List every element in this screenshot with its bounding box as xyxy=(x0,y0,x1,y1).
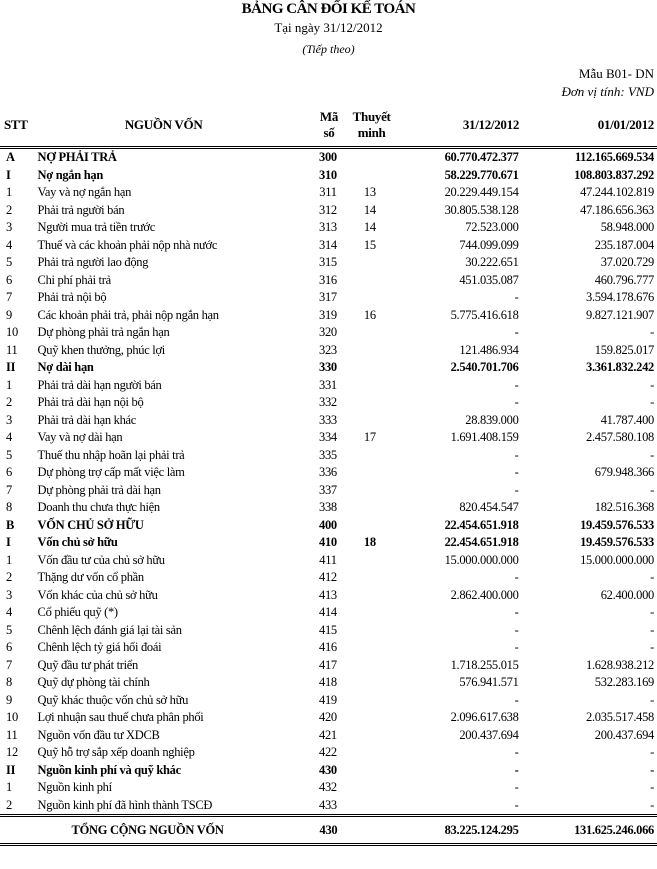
cell-note xyxy=(342,447,398,465)
cell-name: Vốn đầu tư của chủ sở hữu xyxy=(37,552,165,567)
cell-name: Dự phòng phải trả ngắn hạn xyxy=(37,325,170,340)
report-date: Tại ngày 31/12/2012 xyxy=(274,20,383,35)
cell-note: 17 xyxy=(363,430,376,445)
cell-code: 320 xyxy=(319,325,337,340)
cell-current: 2.096.617.638 xyxy=(450,710,519,725)
cell-name: Thuế và các khoản phải nộp nhà nước xyxy=(37,237,218,252)
cell-current: - xyxy=(514,482,519,497)
cell-stt: 6 xyxy=(6,272,12,287)
cell-stt: 8 xyxy=(6,500,12,515)
table-row xyxy=(0,727,657,745)
cell-code: 332 xyxy=(319,395,337,410)
cell-current: 60.770.472.377 xyxy=(444,150,519,165)
cell-current: 2.862.400.000 xyxy=(450,587,519,602)
cell-name: Vốn chủ sở hữu xyxy=(37,535,118,550)
cell-previous: - xyxy=(650,395,654,410)
cell-previous: - xyxy=(650,570,654,585)
header-current: 31/12/2012 xyxy=(398,103,531,148)
cell-previous: 200.437.694 xyxy=(594,727,654,742)
cell-previous: 41.787.400 xyxy=(600,412,654,427)
cell-stt: 1 xyxy=(6,185,12,200)
cell-name: Nợ ngắn hạn xyxy=(37,167,103,182)
cell-stt: I xyxy=(6,167,11,182)
cell-stt: 4 xyxy=(6,605,12,620)
cell-previous: - xyxy=(650,325,654,340)
cell-current: 30.222.651 xyxy=(465,255,519,270)
cell-code: 430 xyxy=(319,762,337,777)
table-row xyxy=(0,779,657,797)
cell-previous: - xyxy=(650,640,654,655)
cell-stt: 2 xyxy=(6,202,12,217)
cell-code: 400 xyxy=(319,517,337,532)
cell-current: 58.229.770.671 xyxy=(444,167,519,182)
cell-previous: - xyxy=(650,762,654,777)
table-row xyxy=(0,639,657,657)
cell-current: - xyxy=(514,745,519,760)
cell-name: Người mua trả tiền trước xyxy=(37,220,155,235)
cell-previous: 3.594.178.676 xyxy=(586,290,654,305)
cell-note xyxy=(342,394,398,412)
cell-note xyxy=(342,499,398,517)
cell-current: - xyxy=(514,290,519,305)
cell-name: Phải trả người bán xyxy=(37,202,125,217)
cell-stt: 2 xyxy=(6,797,12,812)
cell-name: Lợi nhuận sau thuế chưa phân phối xyxy=(37,710,204,725)
cell-name: Quỹ khác thuộc vốn chủ sở hữu xyxy=(37,692,189,707)
table-row xyxy=(0,797,657,816)
cell-previous: - xyxy=(650,797,654,812)
cell-current: - xyxy=(514,325,519,340)
cell-stt: 10 xyxy=(6,325,18,340)
cell-note: 14 xyxy=(363,202,376,217)
cell-previous: 108.803.837.292 xyxy=(574,167,654,182)
cell-current: 451.035.087 xyxy=(459,272,519,287)
cell-code: 420 xyxy=(319,710,337,725)
cell-code: 300 xyxy=(319,150,337,165)
cell-note xyxy=(342,254,398,272)
cell-previous: 37.020.729 xyxy=(600,255,654,270)
cell-name: Vay và nợ ngắn hạn xyxy=(37,185,132,200)
cell-stt: 2 xyxy=(6,395,12,410)
cell-stt: 4 xyxy=(6,430,12,445)
cell-name: Doanh thu chưa thực hiện xyxy=(37,500,160,515)
cell-note xyxy=(342,639,398,657)
cell-previous: - xyxy=(650,482,654,497)
cell-name: Dự phòng trợ cấp mất việc làm xyxy=(37,465,185,480)
cell-stt: 3 xyxy=(6,587,12,602)
cell-code: 315 xyxy=(319,255,337,270)
total-stt xyxy=(0,816,36,845)
cell-previous: 15.000.000.000 xyxy=(580,552,654,567)
cell-code: 337 xyxy=(319,482,337,497)
cell-code: 418 xyxy=(319,675,337,690)
cell-current: - xyxy=(514,762,519,777)
cell-note xyxy=(342,622,398,640)
cell-previous: 182.516.368 xyxy=(594,500,654,515)
cell-previous: 9.827.121.907 xyxy=(586,307,654,322)
cell-code: 410 xyxy=(319,535,337,550)
table-row xyxy=(0,272,657,290)
cell-current: 30.805.538.128 xyxy=(444,202,519,217)
cell-stt: 2 xyxy=(6,570,12,585)
cell-name: Quỹ đầu tư phát triển xyxy=(37,657,138,672)
table-row xyxy=(0,307,657,325)
table-row xyxy=(0,534,657,552)
cell-note: 14 xyxy=(363,220,376,235)
table-row xyxy=(0,517,657,535)
table-row xyxy=(0,587,657,605)
cell-current: - xyxy=(514,605,519,620)
cell-name: Nguồn kinh phí đã hình thành TSCĐ xyxy=(37,797,213,812)
cell-current: - xyxy=(514,640,519,655)
cell-previous: - xyxy=(650,692,654,707)
table-row xyxy=(0,552,657,570)
cell-note xyxy=(342,464,398,482)
cell-code: 334 xyxy=(319,430,337,445)
cell-current: 22.454.651.918 xyxy=(444,517,519,532)
cell-code: 419 xyxy=(319,692,337,707)
table-row xyxy=(0,394,657,412)
cell-current: - xyxy=(514,570,519,585)
cell-code: 311 xyxy=(319,185,337,200)
header-code: Mã số xyxy=(312,103,342,148)
cell-name: Nguồn kinh phí và quỹ khác xyxy=(37,762,181,777)
table-row xyxy=(0,482,657,500)
cell-name: Thuế thu nhập hoãn lại phải trả xyxy=(37,447,185,462)
cell-name: Chênh lệch tỷ giá hối đoái xyxy=(37,640,162,655)
cell-code: 335 xyxy=(319,447,337,462)
cell-current: - xyxy=(514,465,519,480)
cell-name: Thặng dư vốn cổ phần xyxy=(37,570,144,585)
table-row xyxy=(0,744,657,762)
cell-code: 417 xyxy=(319,657,337,672)
cell-stt: 3 xyxy=(6,220,12,235)
cell-name: Phải trả dài hạn người bán xyxy=(37,377,162,392)
cell-stt: 4 xyxy=(6,237,12,252)
cell-previous: 47.244.102.819 xyxy=(580,185,654,200)
cell-stt: 6 xyxy=(6,640,12,655)
cell-code: 316 xyxy=(319,272,337,287)
cell-code: 433 xyxy=(319,797,337,812)
table-row xyxy=(0,604,657,622)
total-note xyxy=(342,816,398,845)
table-row xyxy=(0,219,657,237)
cell-name: Quỹ hỗ trợ sắp xếp doanh nghiệp xyxy=(37,745,195,760)
cell-previous: - xyxy=(650,377,654,392)
cell-stt: II xyxy=(6,762,16,777)
cell-name: NỢ PHẢI TRẢ xyxy=(37,150,117,165)
cell-name: Nguồn vốn đầu tư XDCB xyxy=(37,727,160,742)
cell-code: 319 xyxy=(319,307,337,322)
table-row xyxy=(0,569,657,587)
cell-current: 2.540.701.706 xyxy=(450,360,519,375)
cell-name: Phải trả dài hạn khác xyxy=(37,412,137,427)
cell-note xyxy=(342,709,398,727)
balance-sheet-table xyxy=(0,103,657,846)
cell-previous: 679.948.366 xyxy=(594,465,654,480)
cell-previous: 235.187.004 xyxy=(594,237,654,252)
cell-code: 330 xyxy=(319,360,337,375)
cell-code: 310 xyxy=(319,167,337,182)
table-row xyxy=(0,254,657,272)
header-name: NGUỒN VỐN xyxy=(36,103,312,148)
cell-current: - xyxy=(514,797,519,812)
currency-unit: Đơn vị tính: VND xyxy=(561,84,654,99)
cell-note xyxy=(342,569,398,587)
table-row xyxy=(0,762,657,780)
cell-current: 121.486.934 xyxy=(459,342,519,357)
continued-note: (Tiếp theo) xyxy=(302,42,355,56)
cell-note xyxy=(342,657,398,675)
cell-code: 313 xyxy=(319,220,337,235)
cell-current: - xyxy=(514,447,519,462)
cell-previous: 2.035.517.458 xyxy=(586,710,654,725)
cell-previous: 3.361.832.242 xyxy=(586,360,654,375)
cell-current: - xyxy=(514,377,519,392)
table-row xyxy=(0,674,657,692)
cell-name: Phải trả nội bộ xyxy=(37,290,107,305)
cell-previous: - xyxy=(650,780,654,795)
cell-name: Quỹ dự phòng tài chính xyxy=(37,675,150,690)
table-row xyxy=(0,324,657,342)
cell-note: 13 xyxy=(363,185,376,200)
table-row xyxy=(0,499,657,517)
header-stt: STT xyxy=(0,103,36,148)
cell-previous: 460.796.777 xyxy=(594,272,654,287)
cell-code: 422 xyxy=(319,745,337,760)
cell-code: 413 xyxy=(319,587,337,602)
cell-name: Phải trả người lao động xyxy=(37,255,149,270)
cell-current: - xyxy=(514,622,519,637)
table-row xyxy=(0,429,657,447)
cell-previous: 47.186.656.363 xyxy=(580,202,654,217)
cell-name: Dự phòng phải trả dài hạn xyxy=(37,482,161,497)
cell-current: 1.718.255.015 xyxy=(450,657,519,672)
table-row xyxy=(0,237,657,255)
cell-current: - xyxy=(514,692,519,707)
cell-current: 200.437.694 xyxy=(459,727,519,742)
cell-current: - xyxy=(514,780,519,795)
cell-previous: 159.825.017 xyxy=(594,342,654,357)
table-row xyxy=(0,184,657,202)
cell-code: 414 xyxy=(319,605,337,620)
cell-note: 18 xyxy=(363,535,376,550)
cell-stt: 11 xyxy=(6,342,18,357)
cell-stt: 7 xyxy=(6,290,12,305)
cell-code: 314 xyxy=(319,237,337,252)
cell-previous: 58.948.000 xyxy=(600,220,654,235)
cell-name: Vay và nợ dài hạn xyxy=(37,430,123,445)
cell-name: Vốn khác của chủ sở hữu xyxy=(37,587,158,602)
cell-name: Chi phí phải trả xyxy=(37,272,111,287)
cell-note xyxy=(342,744,398,762)
cell-code: 333 xyxy=(319,412,337,427)
cell-note xyxy=(342,289,398,307)
cell-code: 416 xyxy=(319,640,337,655)
cell-name: VỐN CHỦ SỞ HỮU xyxy=(37,517,144,532)
table-row xyxy=(0,709,657,727)
cell-stt: 5 xyxy=(6,255,12,270)
cell-name: Nợ dài hạn xyxy=(37,360,94,375)
cell-current: 28.839.000 xyxy=(465,412,519,427)
cell-code: 338 xyxy=(319,500,337,515)
table-row xyxy=(0,148,657,167)
cell-name: Nguồn kinh phí xyxy=(37,780,112,795)
cell-code: 432 xyxy=(319,780,337,795)
cell-note xyxy=(342,727,398,745)
table-row xyxy=(0,202,657,220)
cell-note xyxy=(342,412,398,430)
table-row xyxy=(0,289,657,307)
cell-name: Cổ phiếu quỹ (*) xyxy=(37,605,118,620)
cell-code: 415 xyxy=(319,622,337,637)
total-row xyxy=(0,816,657,845)
cell-name: Quỹ khen thưởng, phúc lợi xyxy=(37,342,165,357)
cell-code: 312 xyxy=(319,202,337,217)
cell-previous: - xyxy=(650,745,654,760)
cell-note xyxy=(342,342,398,360)
cell-note xyxy=(342,272,398,290)
cell-note xyxy=(342,482,398,500)
total-current: 83.225.124.295 xyxy=(398,816,531,845)
header-previous: 01/01/2012 xyxy=(531,103,657,148)
cell-stt: 12 xyxy=(6,745,18,760)
cell-note xyxy=(342,359,398,377)
table-row xyxy=(0,692,657,710)
cell-note xyxy=(342,324,398,342)
cell-previous: - xyxy=(650,622,654,637)
cell-current: 1.691.408.159 xyxy=(450,430,519,445)
cell-name: Chênh lệch đánh giá lại tài sản xyxy=(37,622,182,637)
cell-previous: 532.283.169 xyxy=(594,675,654,690)
cell-note xyxy=(342,587,398,605)
cell-stt: I xyxy=(6,535,11,550)
cell-previous: 1.628.938.212 xyxy=(586,657,654,672)
cell-stt: 7 xyxy=(6,482,12,497)
cell-stt: 1 xyxy=(6,780,12,795)
cell-previous: 2.457.580.108 xyxy=(586,430,654,445)
cell-previous: - xyxy=(650,447,654,462)
table-row xyxy=(0,377,657,395)
cell-note xyxy=(342,674,398,692)
cell-note xyxy=(342,167,398,185)
cell-current: 15.000.000.000 xyxy=(444,552,519,567)
header-note: Thuyết minh xyxy=(342,103,398,148)
cell-previous: 19.459.576.533 xyxy=(580,535,654,550)
cell-current: 72.523.000 xyxy=(465,220,519,235)
report-title: BẢNG CÂN ĐỐI KẾ TOÁN xyxy=(241,1,416,17)
cell-current: 5.775.416.618 xyxy=(450,307,519,322)
cell-note: 15 xyxy=(363,237,376,252)
table-row xyxy=(0,359,657,377)
table-row xyxy=(0,622,657,640)
cell-stt: B xyxy=(6,517,15,532)
total-code: 430 xyxy=(312,816,342,845)
cell-note xyxy=(342,762,398,780)
cell-current: 744.099.099 xyxy=(459,237,519,252)
cell-note xyxy=(342,779,398,797)
cell-stt: II xyxy=(6,360,16,375)
table-header-row xyxy=(0,103,657,148)
cell-current: 22.454.651.918 xyxy=(444,535,519,550)
cell-note xyxy=(342,148,398,167)
cell-current: 820.454.547 xyxy=(459,500,519,515)
cell-current: 576.941.571 xyxy=(459,675,519,690)
cell-stt: 9 xyxy=(6,692,12,707)
cell-code: 317 xyxy=(319,290,337,305)
cell-stt: 5 xyxy=(6,447,12,462)
cell-name: Các khoản phải trả, phải nộp ngắn hạn xyxy=(37,307,219,322)
cell-previous: - xyxy=(650,605,654,620)
table-body xyxy=(0,148,657,816)
cell-stt: A xyxy=(6,150,15,165)
table-row xyxy=(0,342,657,360)
table-row xyxy=(0,657,657,675)
cell-code: 421 xyxy=(319,727,337,742)
cell-note xyxy=(342,797,398,816)
cell-previous: 112.165.669.534 xyxy=(574,150,654,165)
table-row xyxy=(0,412,657,430)
table-row xyxy=(0,447,657,465)
cell-stt: 1 xyxy=(6,377,12,392)
cell-stt: 7 xyxy=(6,657,12,672)
cell-stt: 9 xyxy=(6,307,12,322)
table-row xyxy=(0,167,657,185)
cell-note xyxy=(342,517,398,535)
cell-current: - xyxy=(514,395,519,410)
cell-code: 411 xyxy=(319,552,337,567)
cell-note xyxy=(342,377,398,395)
cell-stt: 5 xyxy=(6,622,12,637)
cell-previous: 62.400.000 xyxy=(600,587,654,602)
cell-code: 336 xyxy=(319,465,337,480)
cell-current: 20.229.449.154 xyxy=(444,185,519,200)
cell-stt: 1 xyxy=(6,552,12,567)
total-name: TỔNG CỘNG NGUỒN VỐN xyxy=(36,816,312,845)
total-previous: 131.625.246.066 xyxy=(531,816,657,845)
cell-note: 16 xyxy=(363,307,376,322)
cell-note xyxy=(342,692,398,710)
table-row xyxy=(0,464,657,482)
cell-note xyxy=(342,604,398,622)
cell-previous: 19.459.576.533 xyxy=(580,517,654,532)
cell-code: 331 xyxy=(319,377,337,392)
cell-stt: 11 xyxy=(6,727,18,742)
form-code: Mẫu B01- DN xyxy=(578,66,654,81)
cell-stt: 3 xyxy=(6,412,12,427)
cell-note xyxy=(342,552,398,570)
cell-stt: 8 xyxy=(6,675,12,690)
cell-stt: 10 xyxy=(6,710,18,725)
cell-code: 412 xyxy=(319,570,337,585)
cell-name: Phải trả dài hạn nội bộ xyxy=(37,395,144,410)
cell-code: 323 xyxy=(319,342,337,357)
cell-stt: 6 xyxy=(6,465,12,480)
